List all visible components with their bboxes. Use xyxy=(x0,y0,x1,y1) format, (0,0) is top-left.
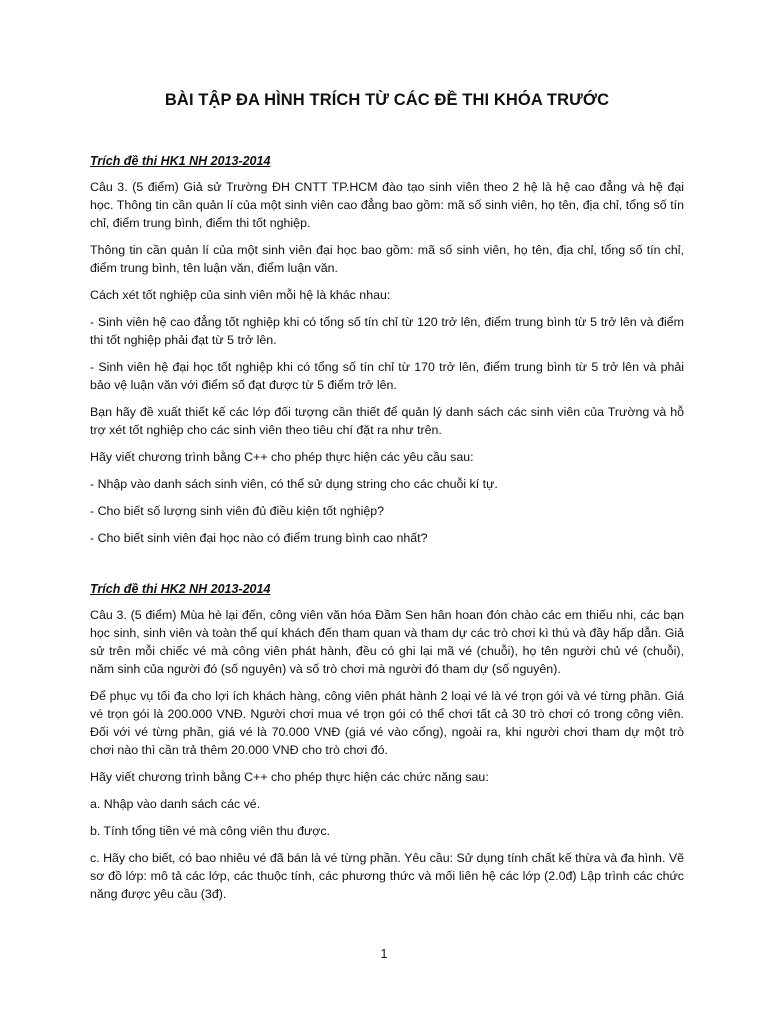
section-spacer xyxy=(90,556,684,582)
page-number: 1 xyxy=(380,947,388,961)
list-item: - Cho biết sinh viên đại học nào có điểm trung bình cao nhất? xyxy=(90,531,428,545)
paragraph: Câu 3. (5 điểm) Giả sử Trường ĐH CNTT TP.HCM đào tạo sinh viên theo 2 hệ là hệ cao đẳng và hệ đại học. Thông tin cần quản lí của một sinh viên cao đẳng bao gồm: mã số sinh viên, họ tên, địa chỉ, tổng số tín chỉ, điểm trung bình, điểm thi tốt nghiệp. xyxy=(90,180,684,230)
list-item: a. Nhập vào danh sách các vé. xyxy=(90,797,261,811)
list-item: - Nhập vào danh sách sinh viên, có thể sử dụng string cho các chuỗi kí tự. xyxy=(90,477,498,491)
section-hk1 xyxy=(90,154,684,547)
paragraph: Cách xét tốt nghiệp của sinh viên mỗi hệ là khác nhau: xyxy=(90,288,391,302)
paragraph: Để phục vụ tối đa cho lợi ích khách hàng, công viên phát hành 2 loại vé là vé trọn gói và vé từng phần. Giá vé trọn gói là 200.000 VNĐ. Người chơi mua vé trọn gói có thể chơi tất cả 30 trò chơi có trong công viên. Đối với vé từng phần, giá vé là 70.000 VNĐ (giá vé vào cổng), ngoài ra, khi người chơi tham dự một trò chơi nào thì cần trả thêm 20.000 VNĐ cho trò chơi đó. xyxy=(90,689,684,757)
paragraph: Hãy viết chương trình bằng C++ cho phép thực hiện các chức năng sau: xyxy=(90,770,489,784)
list-item: - Cho biết số lượng sinh viên đủ điều kiện tốt nghiệp? xyxy=(90,504,385,518)
paragraph: Hãy viết chương trình bằng C++ cho phép thực hiện các yêu cầu sau: xyxy=(90,450,474,464)
paragraph: Câu 3. (5 điểm) Mùa hè lại đến, công viên văn hóa Đầm Sen hân hoan đón chào các em thiếu nhi, các bạn học sinh, sinh viên và toàn thể quí khách đến tham quan và tham dự các trò chơi kì thú và đầy hấp dẫn. Giả sử trên mỗi chiếc vé mà công viên phát hành, đều có ghi lại mã vé (chuỗi), họ tên người chủ vé (chuỗi), năm sinh của người đó (số nguyên) và số trò chơi mà người đó tham dự (số nguyên). xyxy=(90,608,684,676)
list-item: b. Tính tổng tiền vé mà công viên thu được. xyxy=(90,824,331,838)
document-title: BÀI TẬP ĐA HÌNH TRÍCH TỪ CÁC ĐỀ THI KHÓA TRƯỚC xyxy=(164,91,610,109)
section-heading: Trích đề thi HK1 NH 2013-2014 xyxy=(90,154,271,168)
paragraph: Bạn hãy đề xuất thiết kế các lớp đối tượng cần thiết để quản lý danh sách các sinh viên của Trường và hỗ trợ xét tốt nghiệp cho các sinh viên theo tiêu chí đặt ra như trên. xyxy=(90,405,684,437)
section-heading: Trích đề thi HK2 NH 2013-2014 xyxy=(90,582,271,596)
paragraph: - Sinh viên hệ cao đẳng tốt nghiệp khi có tổng số tín chỉ từ 120 trở lên, điểm trung bình từ 5 trở lên và điểm thi tốt nghiệp phải đạt từ 5 trở lên. xyxy=(90,315,684,347)
paragraph: Thông tin cần quản lí của một sinh viên đại học bao gồm: mã số sinh viên, họ tên, địa chỉ, tổng số tín chỉ, điểm trung bình, tên luận văn, điểm luận văn. xyxy=(90,243,684,275)
paragraph: - Sinh viên hệ đại học tốt nghiệp khi có tổng số tín chỉ từ 170 trở lên, điểm trung bình từ 5 trở lên và phải bảo vệ luận văn với điểm số đạt được từ 5 điểm trở lên. xyxy=(90,360,684,392)
section-hk2 xyxy=(90,582,684,903)
list-item: c. Hãy cho biết, có bao nhiêu vé đã bán là vé từng phần. Yêu cầu: Sử dụng tính chất kế thừa và đa hình. Vẽ sơ đồ lớp: mô tả các lớp, các thuộc tính, các phương thức và mối liên hệ các lớp (2.0đ) Lập trình các chức năng được yêu cầu (3đ). xyxy=(90,851,684,901)
